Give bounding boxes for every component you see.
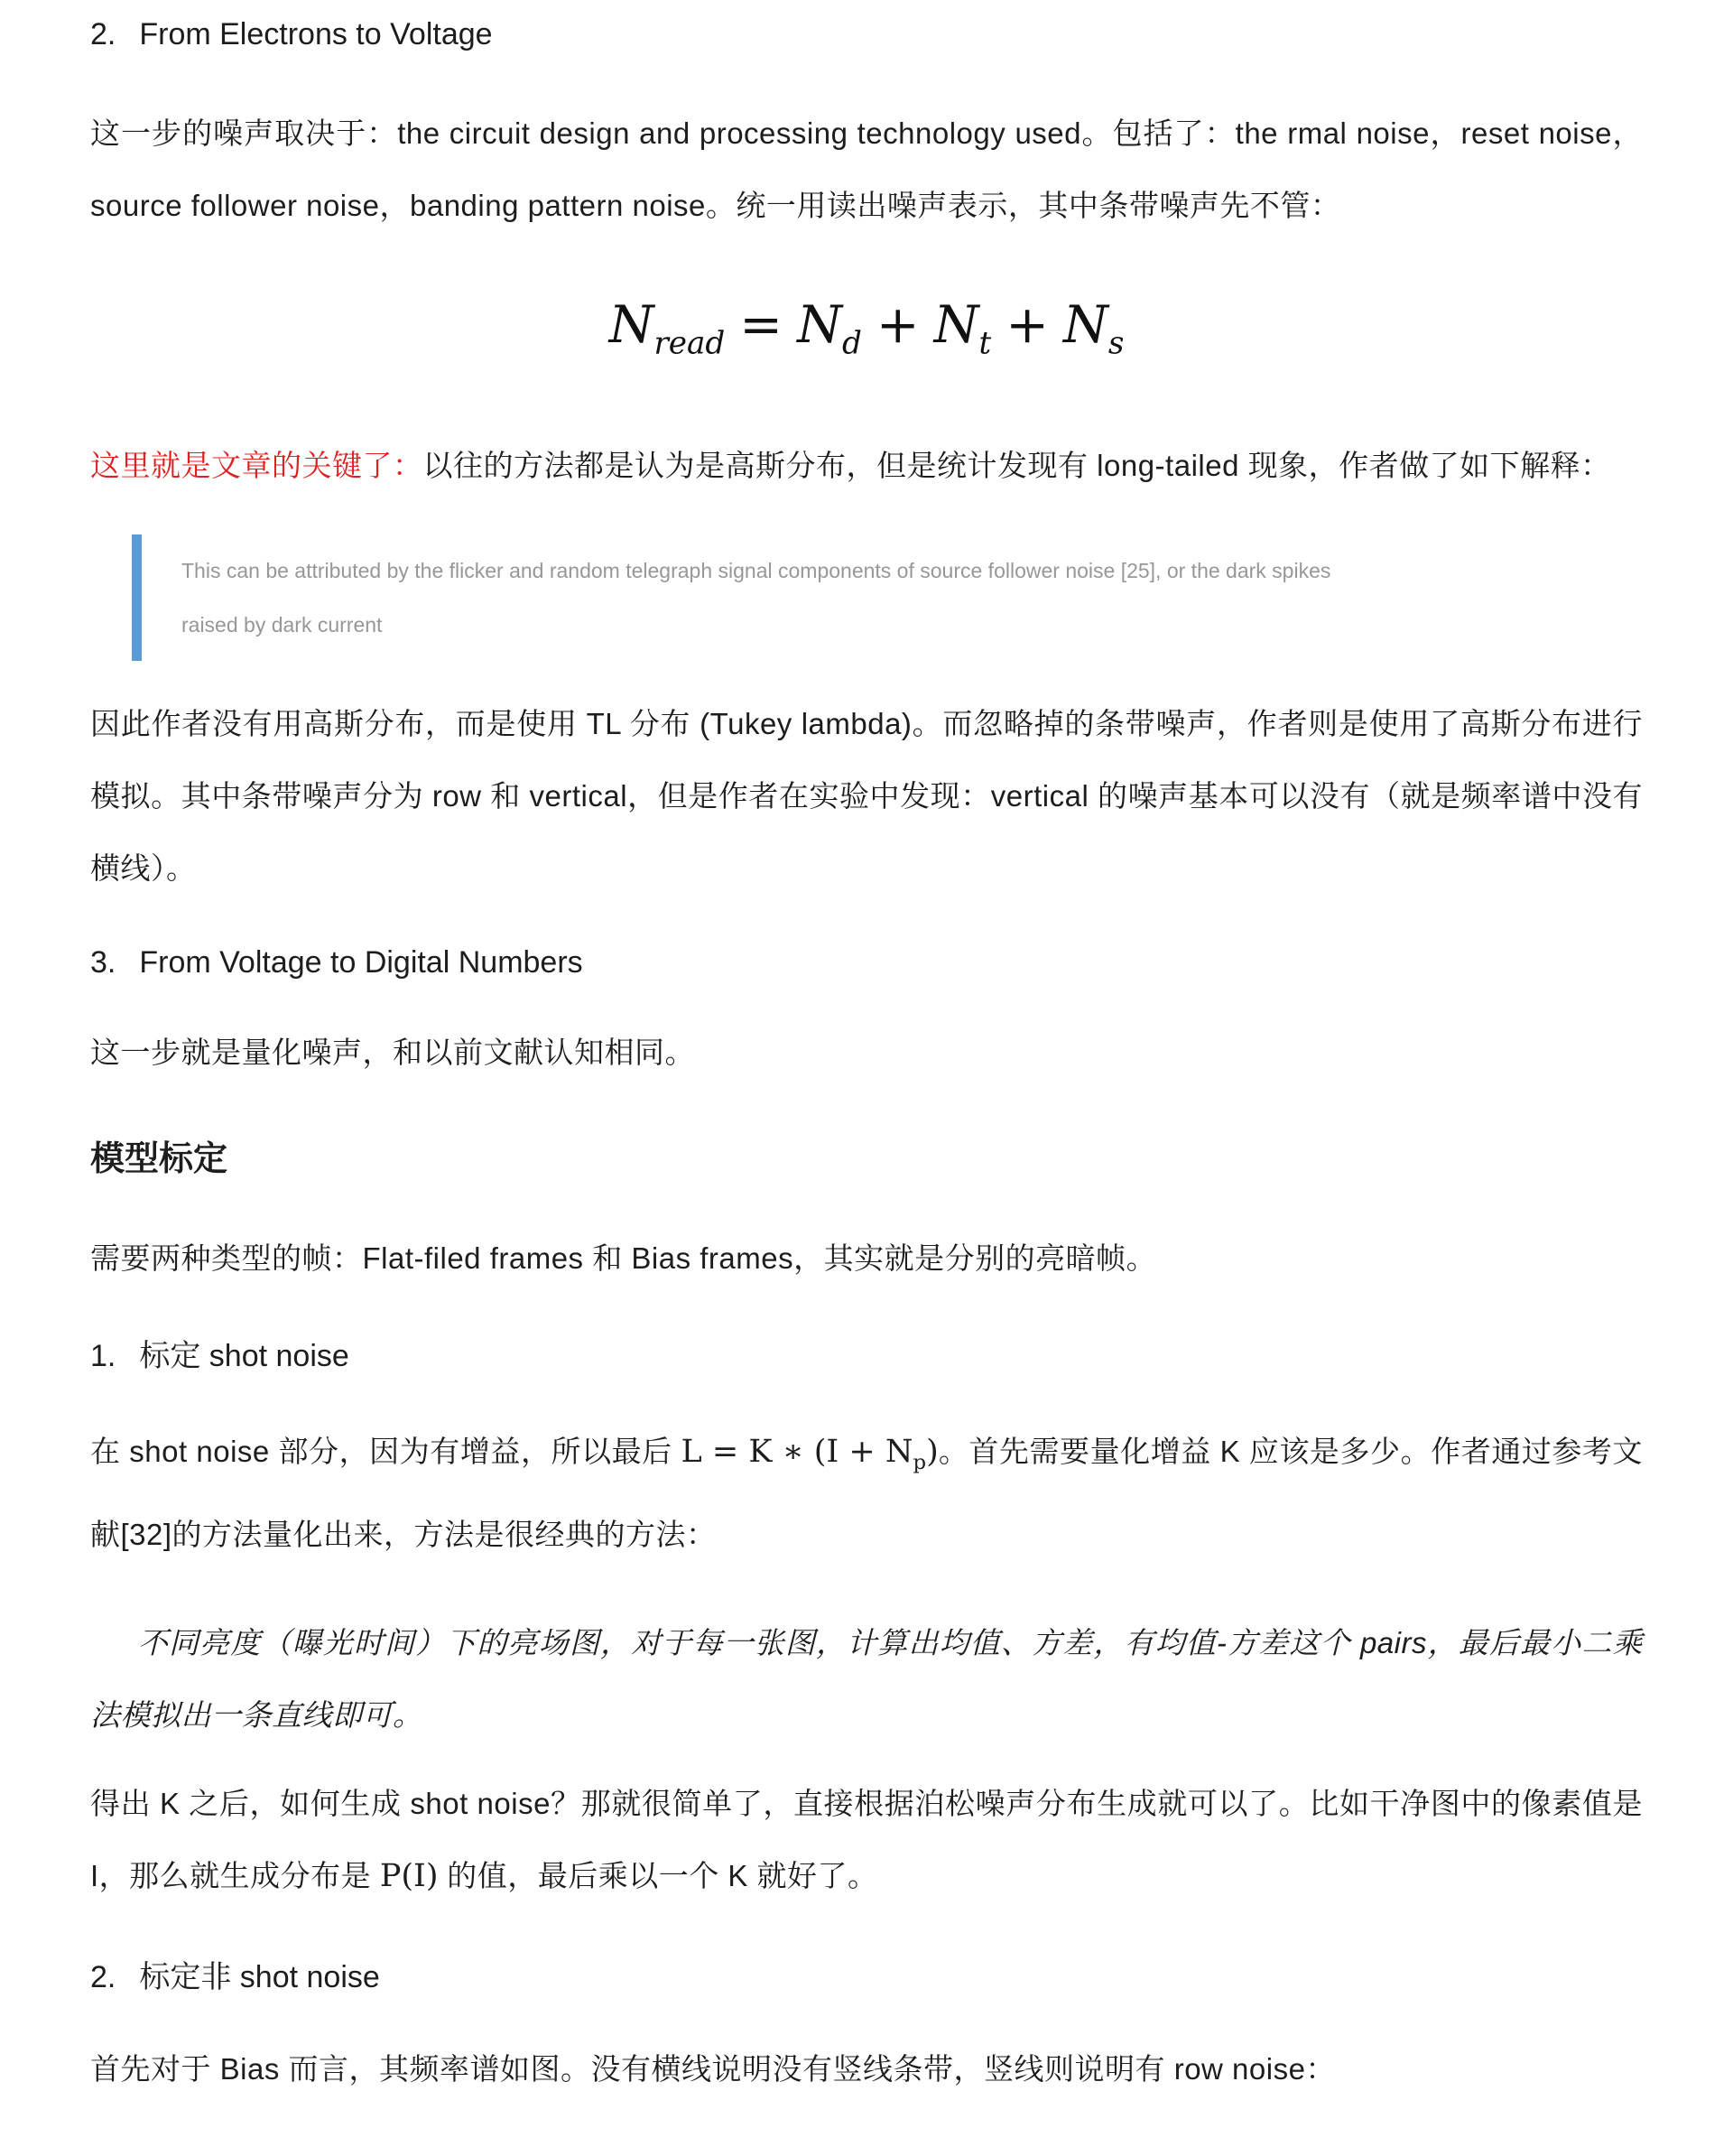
key-point-highlight: 这里就是文章的关键了：: [90, 449, 423, 483]
math-equals: =: [739, 295, 783, 355]
math-text: L = K ∗ (I + N: [681, 1434, 913, 1471]
paragraph-frame-types: 需要两种类型的帧：Flat-filed frames 和 Bias frames，其实就是分别的亮暗帧。: [90, 1241, 1157, 1276]
gain-text-b: 。首先需要量化增益 K 应该是多少。作者通过参考文献[32]的方法量化出来，方法是很经典的方法：: [90, 1435, 1643, 1552]
heading-number: 3.: [90, 945, 116, 980]
gain-text-a: 在 shot noise 部分，因为有增益，所以最后: [90, 1435, 681, 1469]
equation-read-noise: [90, 280, 1643, 388]
math-var: N: [933, 295, 979, 355]
math-var: N: [1062, 295, 1108, 355]
list-number: 1.: [90, 1339, 116, 1374]
math-text: ): [926, 1434, 939, 1471]
math-sub: s: [1107, 325, 1125, 362]
paragraph-noise-source: 这一步的噪声取决于：the circuit design and processing technology used。包括了：the rmal noise，reset noise，source follower noise，banding pattern noise。统一用读出噪声表示，其中条带噪声先不管：: [90, 116, 1643, 222]
math-plus: +: [876, 295, 920, 355]
list-label: 标定非 shot noise: [139, 1960, 380, 1995]
key-point-rest: 以往的方法都是认为是高斯分布，但是统计发现有 long-tailed 现象，作者做了如下解释：: [422, 449, 1611, 483]
heading-electrons-to-voltage: [90, 11, 1643, 58]
heading-label: From Electrons to Voltage: [139, 17, 493, 51]
shot-text-a: 得出 K 之后，如何生成 shot noise？那就很简单了，直接根据泊松噪声分布生成就可以了。比如干净图中的像素值是 I，那么就生成分布是: [90, 1787, 1643, 1893]
list-item-calibrate-shot-noise: [90, 1333, 1643, 1380]
paragraph-bias-spectrum: 首先对于 Bias 而言，其频率谱如图。没有横线说明没有竖线条带，竖线则说明有 row noise：: [90, 2052, 1336, 2086]
list-item-calibrate-non-shot-noise: [90, 1954, 1643, 2001]
paragraph-quantization: 这一步就是量化噪声，和以前文献认知相同。: [90, 1036, 695, 1070]
math-sub: read: [653, 325, 726, 362]
math-sub: t: [978, 325, 992, 362]
list-label: 标定 shot noise: [139, 1339, 349, 1374]
paragraph-key-point: [90, 430, 1643, 502]
paragraph-shot-generation: [90, 1768, 1643, 1912]
heading-voltage-to-digital: [90, 939, 1643, 986]
heading-model-calibration: 模型标定: [90, 1140, 228, 1179]
math-sub: d: [841, 325, 862, 362]
math-var: N: [797, 295, 842, 355]
shot-text-b: 的值，最后乘以一个 K 就好了。: [438, 1859, 878, 1893]
list-number: 2.: [90, 1960, 116, 1995]
inline-math-gain: [681, 1434, 939, 1475]
paragraph-gain-quantify: [90, 1416, 1643, 1571]
blockquote-flicker-note: This can be attributed by the flicker and random telegraph signal components of source follower noise [25], or the dark spikes raised by dark current: [132, 534, 1643, 661]
inline-math-poisson: P(I): [379, 1858, 439, 1895]
math-sub: p: [913, 1451, 927, 1475]
paragraph-tl-distribution: 因此作者没有用高斯分布，而是使用 TL 分布 (Tukey lambda)。而忽略掉的条带噪声，作者则是使用了高斯分布进行模拟。其中条带噪声分为 row 和 vertical，但是作者在实验中发现：vertical 的噪声基本可以没有（就是频率谱中没有横线）。: [90, 707, 1643, 886]
paragraph-method-quote: 不同亮度（曝光时间）下的亮场图，对于每一张图，计算出均值、方差，有均值-方差这个 pairs，最后最小二乘法模拟出一条直线即可。: [90, 1626, 1643, 1733]
math-var: N: [608, 295, 654, 355]
heading-number: 2.: [90, 17, 116, 51]
math-plus: +: [1006, 295, 1049, 355]
heading-label: From Voltage to Digital Numbers: [139, 945, 583, 980]
